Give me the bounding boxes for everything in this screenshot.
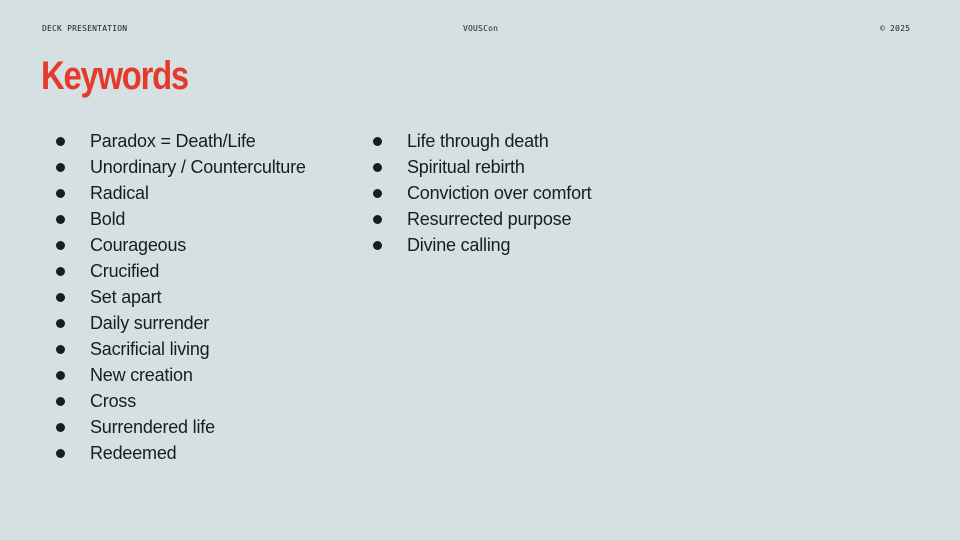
list-item — [54, 336, 306, 362]
list-item-label: Cross — [90, 391, 137, 411]
list-item — [54, 206, 306, 232]
list-item-label: New creation — [90, 365, 193, 385]
list-item — [54, 310, 306, 336]
bullet-icon — [373, 215, 382, 224]
list-item-label: Unordinary / Counterculture — [90, 157, 306, 177]
bullet-icon — [56, 267, 65, 276]
bullet-icon — [56, 345, 65, 354]
list-item-label: Courageous — [90, 235, 187, 255]
list-item-label: Redeemed — [90, 443, 177, 463]
bullet-icon — [56, 423, 65, 432]
bullet-icon — [373, 163, 382, 172]
bullet-icon — [373, 241, 382, 250]
list-item-label: Radical — [90, 183, 149, 203]
list-item — [54, 414, 306, 440]
list-item — [371, 128, 591, 154]
list-item — [54, 180, 306, 206]
list-item — [54, 284, 306, 310]
list-item-label: Daily surrender — [90, 313, 210, 333]
bullet-icon — [56, 137, 65, 146]
list-item — [54, 128, 306, 154]
bullet-icon — [56, 319, 65, 328]
bullet-icon — [56, 215, 65, 224]
list-item-label: Set apart — [90, 287, 162, 307]
list-item-label: Conviction over comfort — [407, 183, 592, 203]
list-item — [371, 180, 591, 206]
list-item-label: Bold — [90, 209, 126, 229]
list-item — [54, 154, 306, 180]
header-copyright: © 2025 — [880, 24, 911, 33]
list-item-label: Divine calling — [407, 235, 511, 255]
list-item — [54, 258, 306, 284]
list-item — [371, 154, 591, 180]
list-item-label: Spiritual rebirth — [407, 157, 525, 177]
bullet-icon — [56, 371, 65, 380]
bullet-icon — [56, 449, 65, 458]
list-item-label: Paradox = Death/Life — [90, 131, 256, 151]
bullet-icon — [373, 137, 382, 146]
list-item-label: Surrendered life — [90, 417, 215, 437]
bullet-icon — [56, 293, 65, 302]
bullet-icon — [56, 397, 65, 406]
bullet-icon — [56, 163, 65, 172]
list-item — [54, 362, 306, 388]
page-title: Keywords — [41, 54, 188, 98]
list-item-label: Sacrificial living — [90, 339, 210, 359]
bullet-icon — [56, 189, 65, 198]
bullet-icon — [56, 241, 65, 250]
list-item-label: Life through death — [407, 131, 549, 151]
header-event-name: VOUSCon — [463, 24, 499, 33]
list-item — [54, 232, 306, 258]
list-item — [371, 206, 591, 232]
keyword-list-right — [371, 128, 591, 258]
list-item — [371, 232, 591, 258]
keyword-list-left — [54, 128, 306, 466]
list-item-label: Resurrected purpose — [407, 209, 572, 229]
list-item-label: Crucified — [90, 261, 160, 281]
bullet-icon — [373, 189, 382, 198]
header-deck-label: DECK PRESENTATION — [42, 24, 128, 33]
list-item — [54, 388, 306, 414]
list-item — [54, 440, 306, 466]
